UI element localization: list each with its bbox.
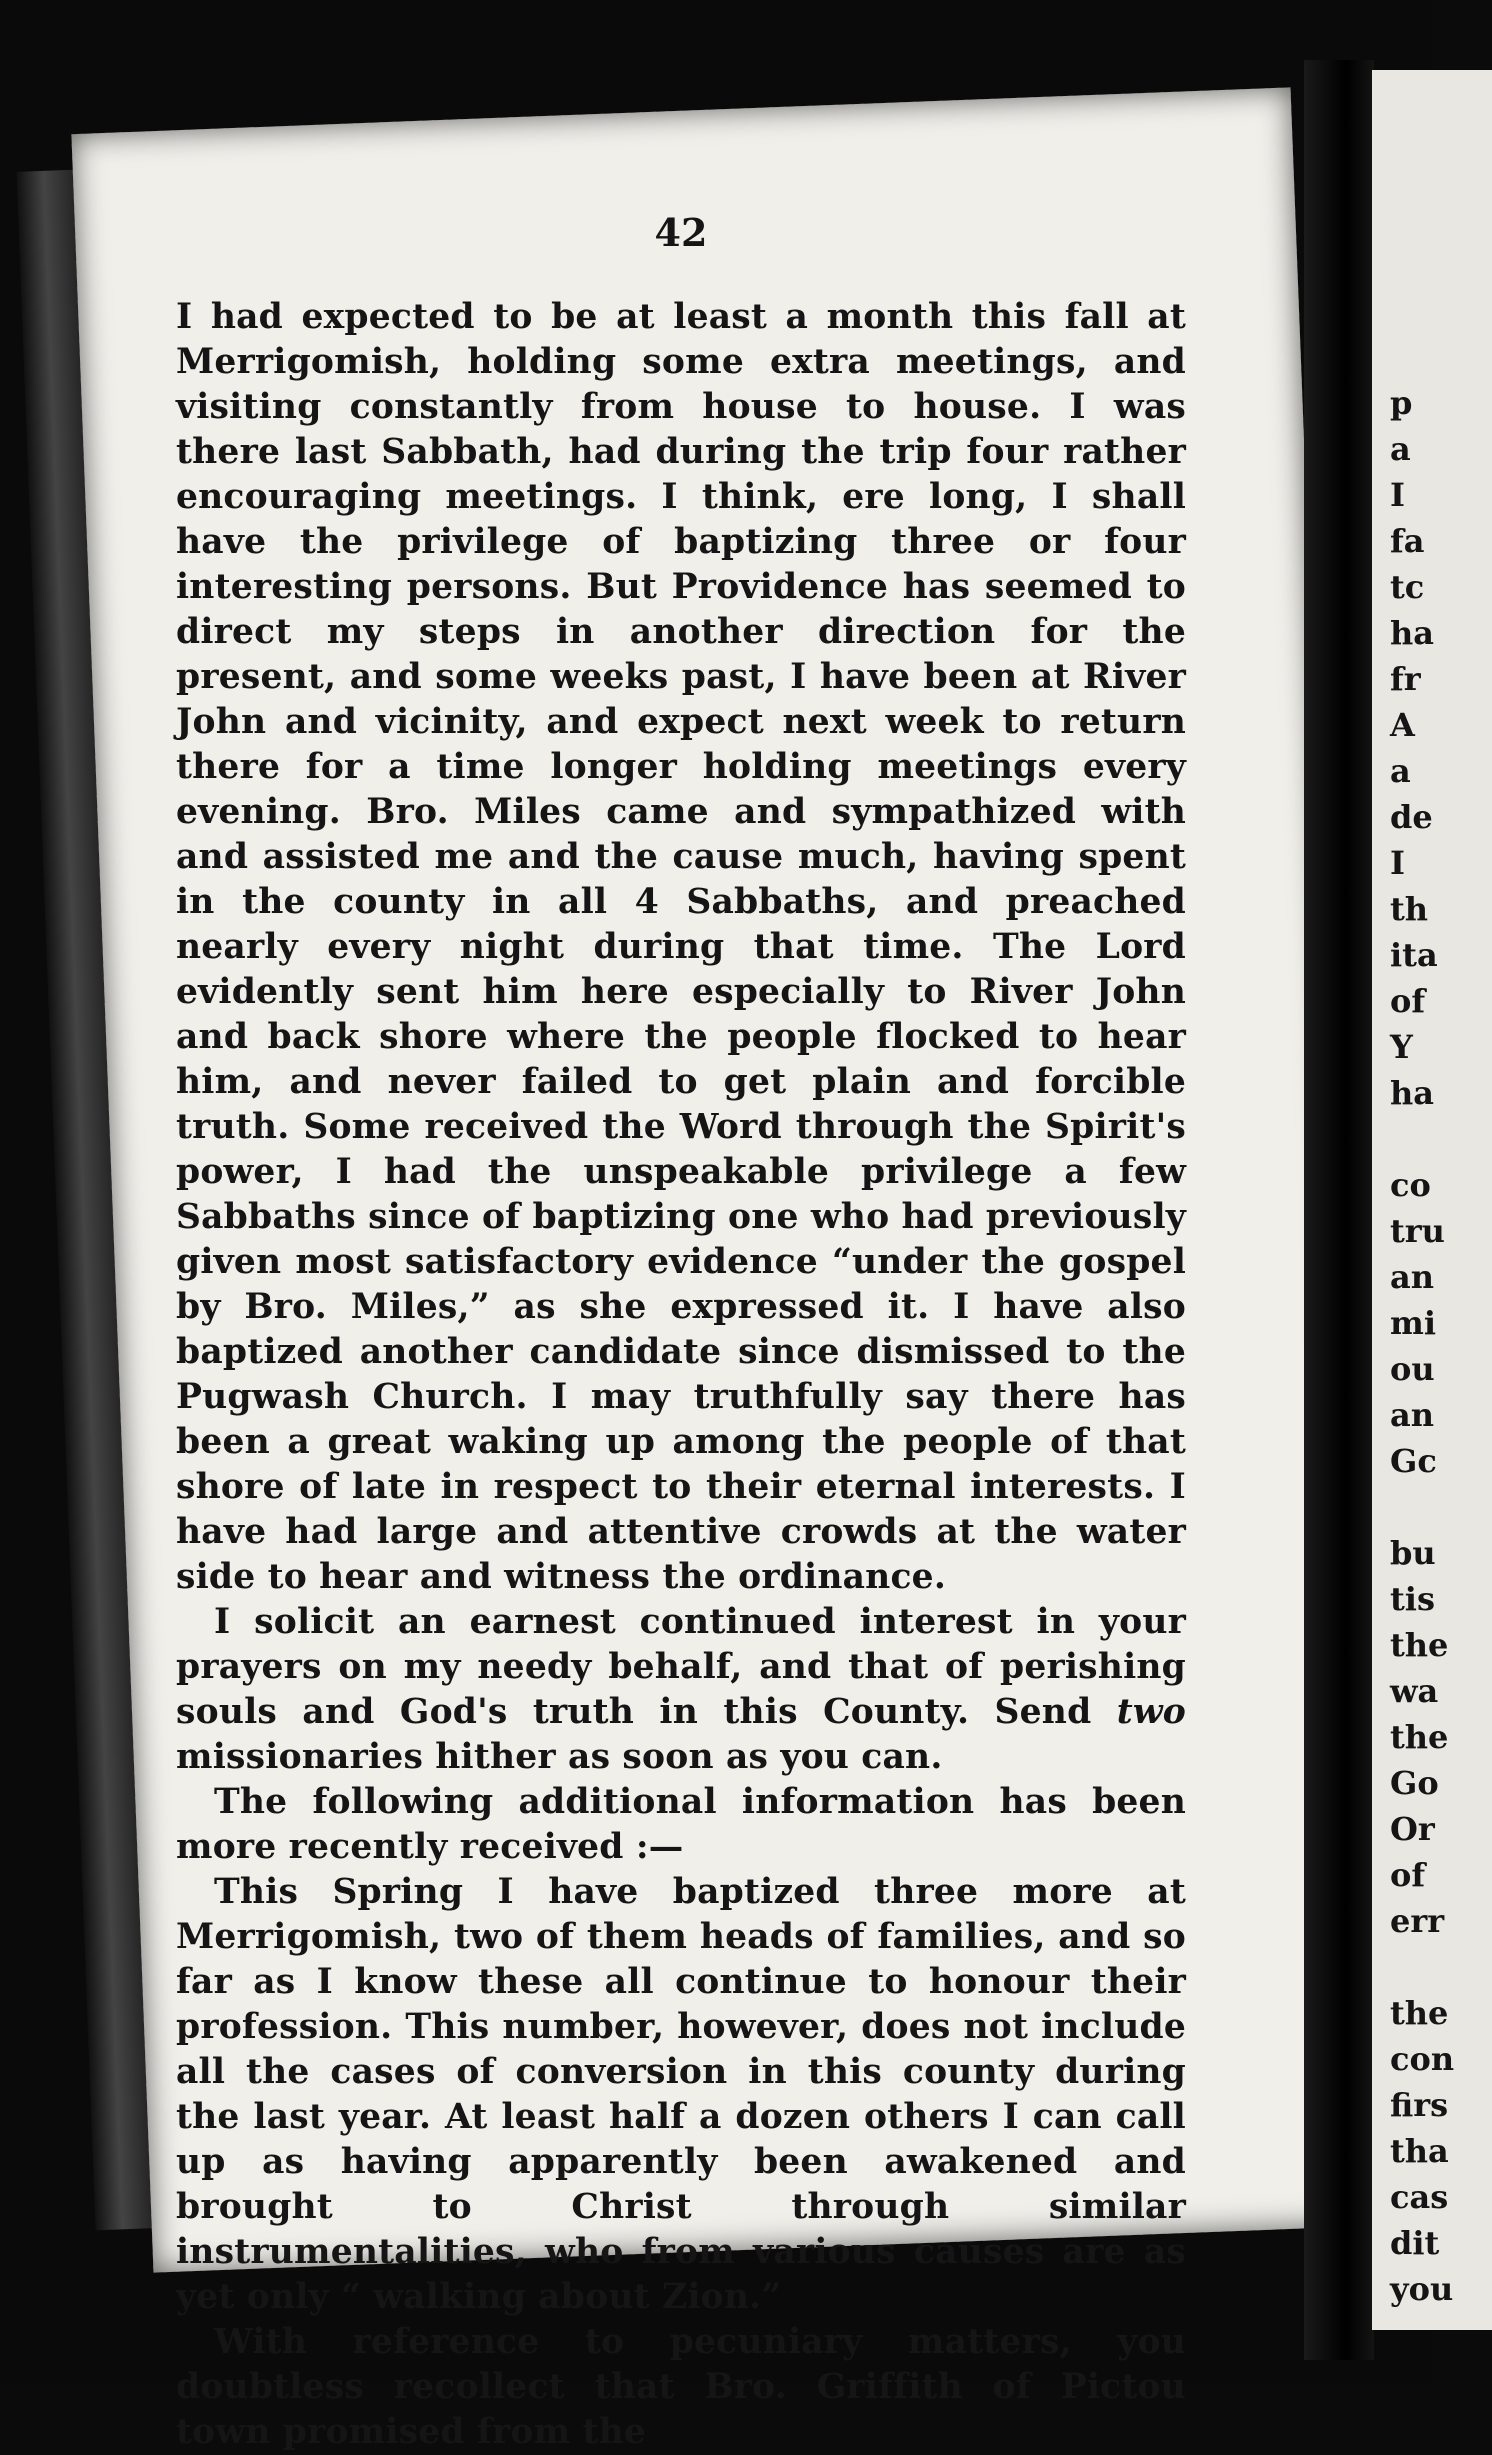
adjacent-page-fragment: ita <box>1390 936 1438 974</box>
book-gutter <box>1304 60 1374 2360</box>
adjacent-page-fragment: con <box>1390 2040 1455 2078</box>
paragraph-2 <box>176 1600 1186 1780</box>
adjacent-page-fragment: Y <box>1390 1028 1413 1066</box>
adjacent-page-fragment: I <box>1390 476 1405 514</box>
adjacent-page-fragments <box>1390 380 1454 2312</box>
page-number: 42 <box>654 210 708 255</box>
adjacent-page-fragment: the <box>1390 1718 1449 1756</box>
adjacent-page-fragment: ha <box>1390 614 1434 652</box>
adjacent-page-fragment: you <box>1390 2270 1454 2308</box>
adjacent-page-fragment: p <box>1390 384 1413 422</box>
adjacent-page-fragment: Or <box>1390 1810 1435 1848</box>
paragraph-5: With reference to pecuniary matters, you doubtless recollect that Bro. Griffith of Pictou town promised from the <box>176 2322 1186 2452</box>
paragraph-3: The following additional information has been more recently received :— <box>176 1782 1186 1867</box>
adjacent-page-fragment: of <box>1390 982 1426 1020</box>
adjacent-page-fragment: err <box>1390 1902 1445 1940</box>
adjacent-page-fragment: co <box>1390 1166 1431 1204</box>
adjacent-page-fragment: a <box>1390 430 1411 468</box>
adjacent-page-fragment: tha <box>1390 2132 1449 2170</box>
adjacent-page-fragment: Gc <box>1390 1442 1437 1480</box>
adjacent-page-fragment: dit <box>1390 2224 1440 2262</box>
paragraph-2-start: I solicit an earnest continued interest in your prayers on my needy behalf, and that of perishing souls and God's truth in this County. Send <box>176 1602 1186 1732</box>
paragraph-2-end: missionaries hither as soon as you can. <box>176 1737 943 1777</box>
adjacent-page-fragment: tc <box>1390 568 1425 606</box>
adjacent-page-fragment: an <box>1390 1258 1434 1296</box>
adjacent-page-fragment <box>1390 1944 1454 1990</box>
adjacent-page-fragment: de <box>1390 798 1433 836</box>
adjacent-page-fragment: fa <box>1390 522 1425 560</box>
adjacent-page-fragment: tru <box>1390 1212 1445 1250</box>
adjacent-page-fragment: wa <box>1390 1672 1439 1710</box>
adjacent-page-fragment: mi <box>1390 1304 1437 1342</box>
paragraph-2-emphasis: two <box>1116 1692 1186 1732</box>
adjacent-page-fragment: A <box>1390 706 1415 744</box>
adjacent-page-fragment: I <box>1390 844 1405 882</box>
adjacent-page-fragment: of <box>1390 1856 1426 1894</box>
paragraph-1: I had expected to be at least a month this fall at Merrigomish, holding some extra meetings, and visiting constantly from house to house. I was there last Sabbath, had during the trip four rather encouraging meetings. I think, ere long, I shall have the privilege of baptizing three or four interesting persons. But Providence has seemed to direct my steps in another direction for the present, and some weeks past, I have been at River John and vicinity, and expect next week to return there for a time longer holding meetings every evening. Bro. Miles came and sympathized with and assisted me and the cause much, having spent in the county in all 4 Sabbaths, and preached nearly every night during that time. The Lord evidently sent him here especially to River John and back shore where the people flocked to hear him, and never failed to get plain and forcible truth. Some received the Word through the Spirit's power, I had the unspeakable privilege a few Sabbaths since of baptizing one who had previously given most satisfactory evidence “under the gospel by Bro. Miles,” as she expressed it. I have also baptized another candidate since dismissed to the Pugwash Church. I may truthfully say there has been a great waking up among the people of that shore of late in respect to their eternal interests. I have had large and attentive crowds at the water side to hear and witness the ordinance. <box>176 297 1186 1597</box>
page-text-block <box>176 210 1186 2455</box>
adjacent-page-fragment: fr <box>1390 660 1421 698</box>
adjacent-page-fragment: tis <box>1390 1580 1435 1618</box>
adjacent-page-fragment <box>1390 1484 1454 1530</box>
adjacent-page-fragment: an <box>1390 1396 1434 1434</box>
adjacent-page-fragment: bu <box>1390 1534 1436 1572</box>
adjacent-page-fragment: firs <box>1390 2086 1449 2124</box>
adjacent-page-fragment: the <box>1390 1626 1449 1664</box>
adjacent-page-fragment: ha <box>1390 1074 1434 1112</box>
adjacent-page-fragment: cas <box>1390 2178 1449 2216</box>
adjacent-page-fragment: Go <box>1390 1764 1439 1802</box>
adjacent-page-fragment: th <box>1390 890 1429 928</box>
adjacent-page-fragment <box>1390 1116 1454 1162</box>
adjacent-page-fragment: a <box>1390 752 1411 790</box>
adjacent-page-fragment: ou <box>1390 1350 1435 1388</box>
paragraph-4: This Spring I have baptized three more at Merrigomish, two of them heads of families, and so far as I know these all continue to honour their profession. This number, however, does not include all the cases of conversion in this county during the last year. At least half a dozen others I can call up as having apparently been awakened and brought to Christ through similar instrumentalities, who from various causes are as yet only “ walking about Zion.” <box>176 1872 1186 2317</box>
adjacent-page-fragment: the <box>1390 1994 1449 2032</box>
